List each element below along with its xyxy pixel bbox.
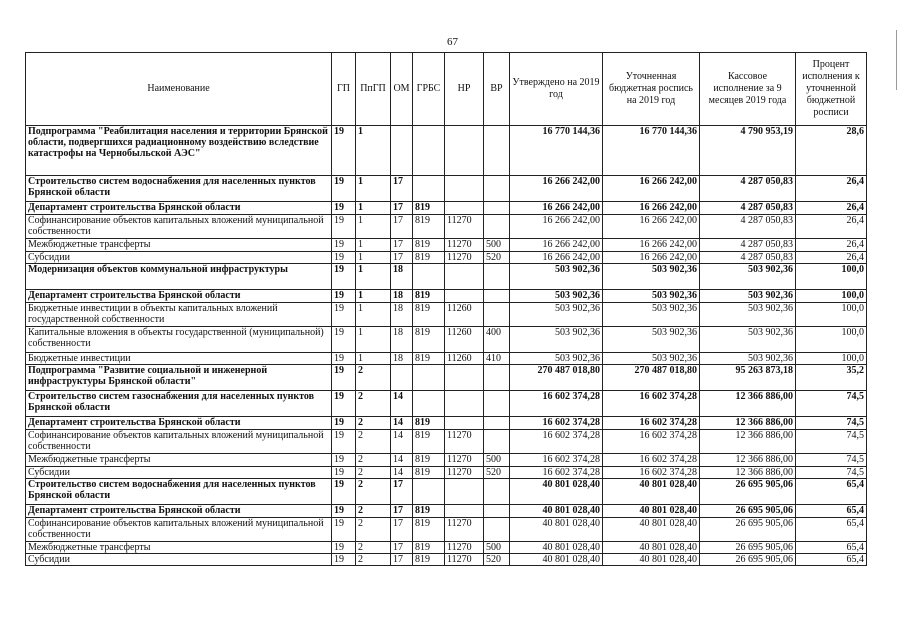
cell-approved: 16 602 374,28 <box>510 417 603 430</box>
cell-nr <box>445 176 484 202</box>
header-name: Наименование <box>26 53 332 126</box>
cell-nr: 11270 <box>445 430 484 454</box>
header-gp: ГП <box>332 53 356 126</box>
cell-nr: 11260 <box>445 303 484 327</box>
cell-ppgp: 2 <box>356 391 391 417</box>
cell-name: Департамент строительства Брянской области <box>26 417 332 430</box>
cell-grbs: 819 <box>413 327 445 353</box>
cell-ppgp: 2 <box>356 505 391 518</box>
cell-om: 17 <box>391 239 413 252</box>
cell-refined: 16 266 242,00 <box>603 239 700 252</box>
header-om: ОМ <box>391 53 413 126</box>
table-row <box>26 454 867 467</box>
cell-vr <box>484 126 510 176</box>
cell-cash: 12 366 886,00 <box>700 417 796 430</box>
cell-nr: 11270 <box>445 215 484 239</box>
cell-cash: 503 902,36 <box>700 290 796 303</box>
cell-ppgp: 2 <box>356 454 391 467</box>
cell-percent: 65,4 <box>796 505 867 518</box>
cell-grbs <box>413 126 445 176</box>
cell-refined: 16 266 242,00 <box>603 176 700 202</box>
cell-name: Строительство систем газоснабжения для населенных пунктов Брянской области <box>26 391 332 417</box>
cell-grbs: 819 <box>413 430 445 454</box>
cell-percent: 100,0 <box>796 327 867 353</box>
table-body <box>26 126 867 566</box>
cell-refined: 16 266 242,00 <box>603 215 700 239</box>
cell-approved: 16 266 242,00 <box>510 176 603 202</box>
cell-nr <box>445 505 484 518</box>
cell-ppgp: 2 <box>356 430 391 454</box>
cell-nr <box>445 417 484 430</box>
cell-name: Строительство систем водоснабжения для населенных пунктов Брянской области <box>26 479 332 505</box>
cell-percent: 74,5 <box>796 391 867 417</box>
cell-vr <box>484 518 510 542</box>
cell-cash: 26 695 905,06 <box>700 554 796 566</box>
cell-ppgp: 1 <box>356 303 391 327</box>
table-header <box>26 53 867 126</box>
cell-grbs: 819 <box>413 353 445 365</box>
cell-om: 17 <box>391 252 413 264</box>
cell-percent: 26,4 <box>796 176 867 202</box>
cell-om: 17 <box>391 542 413 554</box>
cell-cash: 95 263 873,18 <box>700 365 796 391</box>
cell-om: 17 <box>391 202 413 215</box>
cell-gp: 19 <box>332 479 356 505</box>
cell-cash: 12 366 886,00 <box>700 454 796 467</box>
cell-cash: 4 790 953,19 <box>700 126 796 176</box>
cell-vr: 500 <box>484 542 510 554</box>
cell-vr: 520 <box>484 554 510 566</box>
cell-gp: 19 <box>332 202 356 215</box>
cell-om: 18 <box>391 264 413 290</box>
cell-name: Бюджетные инвестиции в объекты капитальных вложений государственной собственности <box>26 303 332 327</box>
cell-om: 17 <box>391 518 413 542</box>
table-row <box>26 176 867 202</box>
cell-gp: 19 <box>332 290 356 303</box>
header-percent: Процент исполнения к уточненной бюджетной росписи <box>796 53 867 126</box>
cell-ppgp: 1 <box>356 239 391 252</box>
cell-ppgp: 2 <box>356 479 391 505</box>
cell-om <box>391 365 413 391</box>
cell-gp: 19 <box>332 467 356 479</box>
cell-name: Департамент строительства Брянской области <box>26 202 332 215</box>
cell-ppgp: 1 <box>356 290 391 303</box>
table-row <box>26 467 867 479</box>
cell-om: 18 <box>391 353 413 365</box>
cell-grbs <box>413 391 445 417</box>
cell-grbs: 819 <box>413 554 445 566</box>
cell-name: Капитальные вложения в объекты государственной (муниципальной) собственности <box>26 327 332 353</box>
cell-refined: 503 902,36 <box>603 353 700 365</box>
cell-cash: 503 902,36 <box>700 353 796 365</box>
cell-nr <box>445 126 484 176</box>
cell-nr: 11260 <box>445 353 484 365</box>
cell-nr: 11270 <box>445 554 484 566</box>
cell-refined: 16 266 242,00 <box>603 202 700 215</box>
cell-ppgp: 1 <box>356 353 391 365</box>
cell-cash: 4 287 050,83 <box>700 202 796 215</box>
cell-om: 14 <box>391 417 413 430</box>
cell-nr: 11260 <box>445 327 484 353</box>
cell-gp: 19 <box>332 542 356 554</box>
table-row <box>26 505 867 518</box>
cell-approved: 16 602 374,28 <box>510 454 603 467</box>
cell-refined: 40 801 028,40 <box>603 554 700 566</box>
cell-gp: 19 <box>332 239 356 252</box>
cell-grbs: 819 <box>413 542 445 554</box>
cell-name: Межбюджетные трансферты <box>26 542 332 554</box>
cell-ppgp: 1 <box>356 327 391 353</box>
cell-gp: 19 <box>332 430 356 454</box>
table-row <box>26 479 867 505</box>
cell-approved: 16 770 144,36 <box>510 126 603 176</box>
budget-table-container <box>25 52 867 566</box>
cell-om: 17 <box>391 554 413 566</box>
cell-cash: 12 366 886,00 <box>700 391 796 417</box>
budget-execution-table <box>25 52 867 566</box>
cell-approved: 16 266 242,00 <box>510 202 603 215</box>
cell-refined: 40 801 028,40 <box>603 518 700 542</box>
cell-vr <box>484 479 510 505</box>
cell-percent: 26,4 <box>796 252 867 264</box>
cell-approved: 16 266 242,00 <box>510 252 603 264</box>
table-row <box>26 391 867 417</box>
cell-ppgp: 2 <box>356 467 391 479</box>
cell-nr: 11270 <box>445 467 484 479</box>
table-row <box>26 303 867 327</box>
table-row <box>26 554 867 566</box>
cell-percent: 28,6 <box>796 126 867 176</box>
cell-om: 14 <box>391 454 413 467</box>
table-row <box>26 239 867 252</box>
cell-gp: 19 <box>332 554 356 566</box>
cell-grbs: 819 <box>413 215 445 239</box>
cell-percent: 65,4 <box>796 479 867 505</box>
cell-name: Субсидии <box>26 252 332 264</box>
cell-nr <box>445 365 484 391</box>
cell-om: 18 <box>391 327 413 353</box>
cell-gp: 19 <box>332 505 356 518</box>
table-row <box>26 327 867 353</box>
cell-refined: 16 602 374,28 <box>603 467 700 479</box>
cell-name: Бюджетные инвестиции <box>26 353 332 365</box>
cell-percent: 74,5 <box>796 430 867 454</box>
cell-percent: 26,4 <box>796 202 867 215</box>
cell-cash: 12 366 886,00 <box>700 430 796 454</box>
cell-approved: 503 902,36 <box>510 264 603 290</box>
table-row <box>26 417 867 430</box>
table-row <box>26 290 867 303</box>
cell-ppgp: 2 <box>356 554 391 566</box>
cell-cash: 4 287 050,83 <box>700 215 796 239</box>
table-row <box>26 202 867 215</box>
cell-ppgp: 1 <box>356 264 391 290</box>
cell-nr: 11270 <box>445 454 484 467</box>
cell-approved: 270 487 018,80 <box>510 365 603 391</box>
cell-gp: 19 <box>332 454 356 467</box>
cell-ppgp: 2 <box>356 542 391 554</box>
cell-approved: 16 602 374,28 <box>510 467 603 479</box>
cell-gp: 19 <box>332 391 356 417</box>
cell-vr <box>484 417 510 430</box>
cell-gp: 19 <box>332 303 356 327</box>
cell-nr: 11270 <box>445 518 484 542</box>
cell-name: Подпрограмма "Реабилитация населения и территории Брянской области, подвергшихся радиационному воздействию вследствие катастрофы на Чернобыльской АЭС" <box>26 126 332 176</box>
cell-vr: 500 <box>484 454 510 467</box>
table-row <box>26 430 867 454</box>
header-approved: Утверждено на 2019 год <box>510 53 603 126</box>
cell-refined: 16 602 374,28 <box>603 454 700 467</box>
cell-cash: 503 902,36 <box>700 327 796 353</box>
cell-refined: 40 801 028,40 <box>603 542 700 554</box>
cell-refined: 503 902,36 <box>603 290 700 303</box>
cell-percent: 26,4 <box>796 215 867 239</box>
cell-grbs <box>413 264 445 290</box>
cell-ppgp: 2 <box>356 417 391 430</box>
cell-ppgp: 1 <box>356 215 391 239</box>
cell-om: 14 <box>391 467 413 479</box>
cell-ppgp: 1 <box>356 202 391 215</box>
cell-gp: 19 <box>332 327 356 353</box>
cell-gp: 19 <box>332 353 356 365</box>
table-row <box>26 542 867 554</box>
cell-approved: 40 801 028,40 <box>510 505 603 518</box>
cell-approved: 503 902,36 <box>510 290 603 303</box>
cell-percent: 35,2 <box>796 365 867 391</box>
cell-om: 18 <box>391 303 413 327</box>
cell-nr <box>445 391 484 417</box>
cell-refined: 40 801 028,40 <box>603 505 700 518</box>
cell-ppgp: 2 <box>356 518 391 542</box>
cell-cash: 26 695 905,06 <box>700 479 796 505</box>
cell-grbs <box>413 176 445 202</box>
cell-approved: 503 902,36 <box>510 303 603 327</box>
cell-refined: 40 801 028,40 <box>603 479 700 505</box>
cell-gp: 19 <box>332 518 356 542</box>
cell-grbs: 819 <box>413 239 445 252</box>
cell-percent: 26,4 <box>796 239 867 252</box>
cell-vr <box>484 505 510 518</box>
cell-approved: 16 602 374,28 <box>510 391 603 417</box>
cell-percent: 74,5 <box>796 467 867 479</box>
cell-om: 14 <box>391 391 413 417</box>
cell-gp: 19 <box>332 264 356 290</box>
cell-refined: 503 902,36 <box>603 264 700 290</box>
cell-name: Межбюджетные трансферты <box>26 454 332 467</box>
table-row <box>26 518 867 542</box>
cell-cash: 26 695 905,06 <box>700 542 796 554</box>
cell-vr <box>484 202 510 215</box>
cell-ppgp: 1 <box>356 176 391 202</box>
cell-approved: 40 801 028,40 <box>510 518 603 542</box>
cell-nr <box>445 264 484 290</box>
cell-grbs <box>413 479 445 505</box>
header-grbs: ГРБС <box>413 53 445 126</box>
cell-nr: 11270 <box>445 542 484 554</box>
cell-grbs: 819 <box>413 303 445 327</box>
cell-name: Субсидии <box>26 554 332 566</box>
cell-approved: 40 801 028,40 <box>510 542 603 554</box>
cell-name: Субсидии <box>26 467 332 479</box>
cell-om: 17 <box>391 215 413 239</box>
cell-nr <box>445 290 484 303</box>
cell-name: Софинансирование объектов капитальных вложений муниципальной собственности <box>26 430 332 454</box>
cell-om <box>391 126 413 176</box>
cell-ppgp: 1 <box>356 252 391 264</box>
cell-vr: 520 <box>484 252 510 264</box>
cell-cash: 503 902,36 <box>700 303 796 327</box>
cell-percent: 65,4 <box>796 554 867 566</box>
page-number: 67 <box>447 36 458 48</box>
cell-refined: 270 487 018,80 <box>603 365 700 391</box>
table-row <box>26 264 867 290</box>
cell-cash: 26 695 905,06 <box>700 505 796 518</box>
cell-grbs: 819 <box>413 290 445 303</box>
cell-percent: 74,5 <box>796 417 867 430</box>
cell-ppgp: 2 <box>356 365 391 391</box>
table-row <box>26 126 867 176</box>
cell-name: Департамент строительства Брянской области <box>26 290 332 303</box>
cell-refined: 16 602 374,28 <box>603 391 700 417</box>
cell-percent: 100,0 <box>796 303 867 327</box>
cell-om: 17 <box>391 479 413 505</box>
cell-refined: 16 602 374,28 <box>603 417 700 430</box>
table-row <box>26 365 867 391</box>
cell-om: 17 <box>391 505 413 518</box>
cell-name: Софинансирование объектов капитальных вложений муниципальной собственности <box>26 215 332 239</box>
cell-cash: 26 695 905,06 <box>700 518 796 542</box>
cell-approved: 503 902,36 <box>510 353 603 365</box>
table-row <box>26 353 867 365</box>
cell-ppgp: 1 <box>356 126 391 176</box>
cell-cash: 4 287 050,83 <box>700 252 796 264</box>
cell-gp: 19 <box>332 365 356 391</box>
cell-grbs <box>413 365 445 391</box>
table-row <box>26 252 867 264</box>
cell-grbs: 819 <box>413 518 445 542</box>
cell-vr <box>484 215 510 239</box>
cell-percent: 65,4 <box>796 518 867 542</box>
cell-vr <box>484 430 510 454</box>
cell-vr <box>484 264 510 290</box>
header-ppgp: ПпГП <box>356 53 391 126</box>
cell-name: Строительство систем водоснабжения для населенных пунктов Брянской области <box>26 176 332 202</box>
header-cash: Кассовое исполнение за 9 месяцев 2019 года <box>700 53 796 126</box>
cell-refined: 16 770 144,36 <box>603 126 700 176</box>
cell-nr: 11270 <box>445 252 484 264</box>
cell-approved: 40 801 028,40 <box>510 554 603 566</box>
cell-vr: 410 <box>484 353 510 365</box>
cell-percent: 100,0 <box>796 264 867 290</box>
cell-name: Департамент строительства Брянской области <box>26 505 332 518</box>
cell-name: Подпрограмма "Развитие социальной и инженерной инфраструктуры Брянской области" <box>26 365 332 391</box>
cell-approved: 16 602 374,28 <box>510 430 603 454</box>
cell-nr <box>445 479 484 505</box>
cell-grbs: 819 <box>413 417 445 430</box>
cell-cash: 12 366 886,00 <box>700 467 796 479</box>
cell-percent: 100,0 <box>796 353 867 365</box>
cell-refined: 16 602 374,28 <box>603 430 700 454</box>
cell-name: Модернизация объектов коммунальной инфраструктуры <box>26 264 332 290</box>
page-edge-line <box>896 30 897 90</box>
cell-vr: 400 <box>484 327 510 353</box>
cell-name: Софинансирование объектов капитальных вложений муниципальной собственности <box>26 518 332 542</box>
cell-gp: 19 <box>332 126 356 176</box>
cell-cash: 4 287 050,83 <box>700 176 796 202</box>
cell-gp: 19 <box>332 215 356 239</box>
cell-approved: 40 801 028,40 <box>510 479 603 505</box>
cell-cash: 4 287 050,83 <box>700 239 796 252</box>
cell-percent: 65,4 <box>796 542 867 554</box>
cell-cash: 503 902,36 <box>700 264 796 290</box>
cell-grbs: 819 <box>413 505 445 518</box>
cell-vr: 520 <box>484 467 510 479</box>
cell-approved: 16 266 242,00 <box>510 215 603 239</box>
cell-om: 14 <box>391 430 413 454</box>
cell-om: 17 <box>391 176 413 202</box>
header-refined: Уточненная бюджетная роспись на 2019 год <box>603 53 700 126</box>
cell-gp: 19 <box>332 417 356 430</box>
cell-grbs: 819 <box>413 252 445 264</box>
header-vr: ВР <box>484 53 510 126</box>
cell-approved: 503 902,36 <box>510 327 603 353</box>
cell-om: 18 <box>391 290 413 303</box>
cell-refined: 16 266 242,00 <box>603 252 700 264</box>
cell-vr <box>484 391 510 417</box>
table-row <box>26 215 867 239</box>
cell-grbs: 819 <box>413 467 445 479</box>
cell-percent: 74,5 <box>796 454 867 467</box>
cell-nr: 11270 <box>445 239 484 252</box>
cell-grbs: 819 <box>413 454 445 467</box>
cell-vr <box>484 303 510 327</box>
cell-refined: 503 902,36 <box>603 327 700 353</box>
cell-vr <box>484 365 510 391</box>
cell-vr: 500 <box>484 239 510 252</box>
cell-grbs: 819 <box>413 202 445 215</box>
cell-vr <box>484 176 510 202</box>
cell-percent: 100,0 <box>796 290 867 303</box>
cell-approved: 16 266 242,00 <box>510 239 603 252</box>
cell-vr <box>484 290 510 303</box>
cell-refined: 503 902,36 <box>603 303 700 327</box>
cell-gp: 19 <box>332 252 356 264</box>
cell-gp: 19 <box>332 176 356 202</box>
cell-nr <box>445 202 484 215</box>
cell-name: Межбюджетные трансферты <box>26 239 332 252</box>
header-nr: НР <box>445 53 484 126</box>
